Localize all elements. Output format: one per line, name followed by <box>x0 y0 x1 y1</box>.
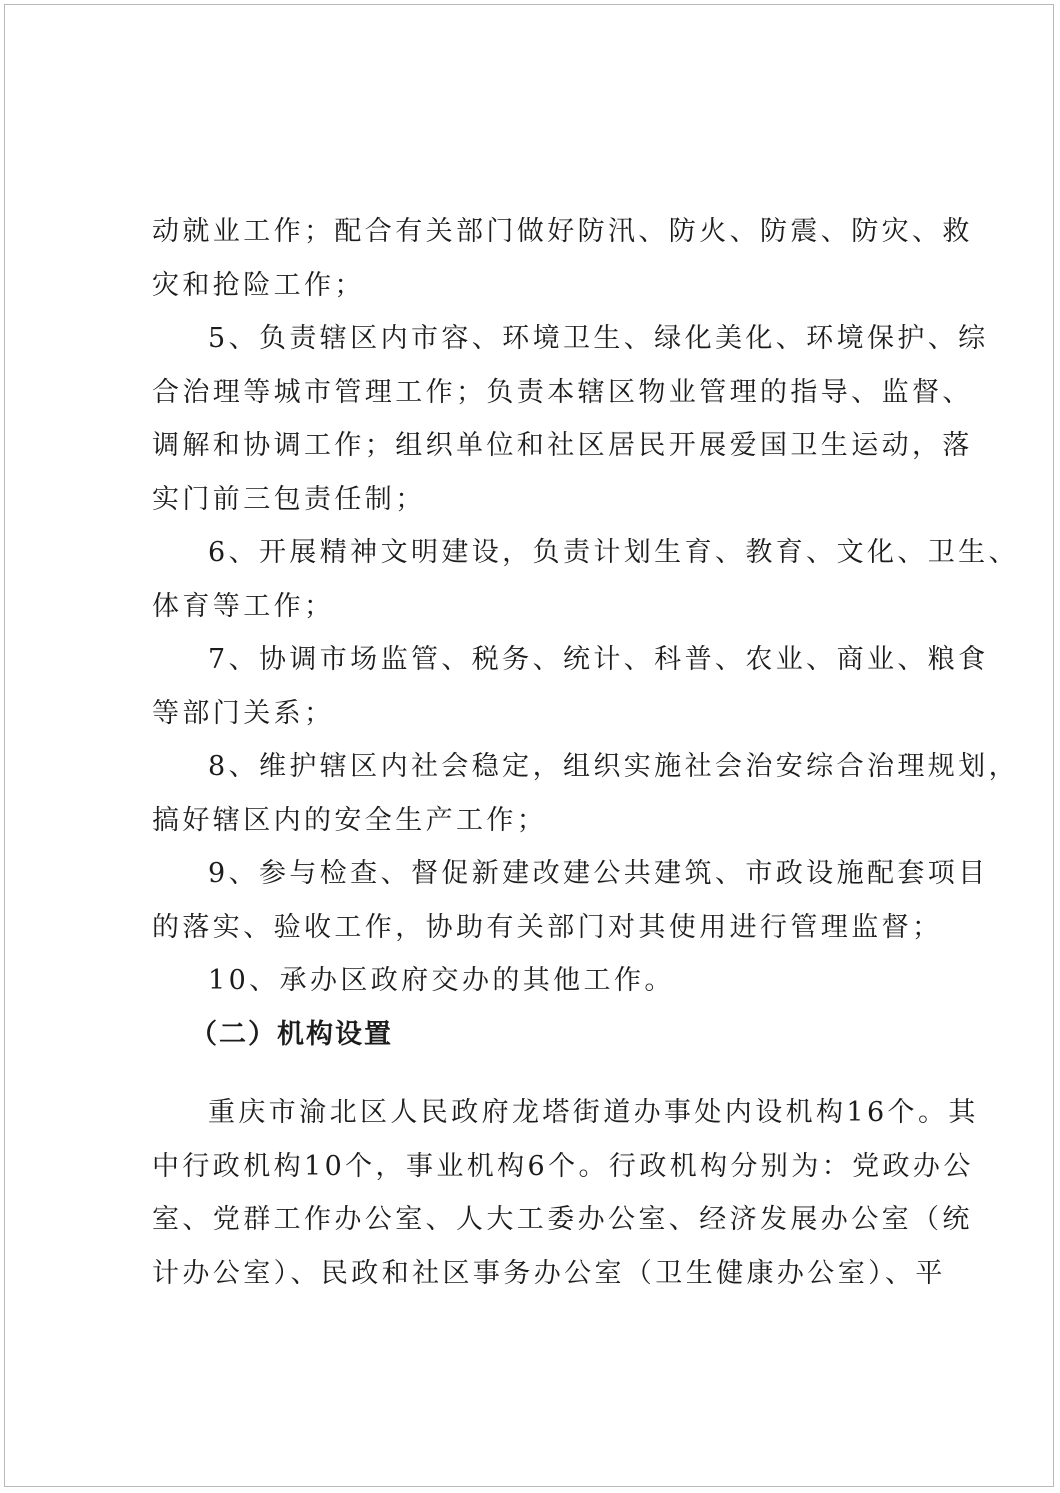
text-line: 动就业工作；配合有关部门做好防汛、防火、防震、防灾、救 <box>152 216 973 247</box>
list-item-8: 8、维护辖区内社会稳定，组织实施社会治安综合治理规划， <box>208 751 1019 782</box>
document-body <box>152 205 1019 1300</box>
list-item-10: 10、承办区政府交办的其他工作。 <box>208 965 675 996</box>
text-line: 体育等工作； <box>152 590 335 622</box>
list-item-7: 7、协调市场监管、税务、统计、科普、农业、商业、粮食 <box>208 644 989 675</box>
list-item-9: 9、参与检查、督促新建改建公共建筑、市政设施配套项目 <box>208 858 989 889</box>
text-line: 等部门关系； <box>152 697 335 729</box>
section-heading: （二）机构设置 <box>190 1018 393 1050</box>
paragraph-start: 重庆市渝北区人民政府龙塔街道办事处内设机构16个。其 <box>208 1097 979 1128</box>
text-line: 实门前三包责任制； <box>152 483 426 515</box>
text-line: 搞好辖区内的安全生产工作； <box>152 804 548 836</box>
text-line: 计办公室）、民政和社区事务办公室（卫生健康办公室）、平 <box>152 1257 946 1289</box>
list-item-5: 5、负责辖区内市容、环境卫生、绿化美化、环境保护、综 <box>208 323 989 354</box>
text-line: 合治理等城市管理工作；负责本辖区物业管理的指导、监督、 <box>152 376 973 408</box>
list-item-6: 6、开展精神文明建设，负责计划生育、教育、文化、卫生、 <box>208 537 1019 568</box>
text-line: 室、党群工作办公室、人大工委办公室、经济发展办公室（统 <box>152 1204 973 1235</box>
text-line: 的落实、验收工作，协助有关部门对其使用进行管理监督； <box>152 911 943 943</box>
text-line: 中行政机构10个，事业机构6个。行政机构分别为：党政办公 <box>152 1150 974 1182</box>
text-line: 灾和抢险工作； <box>152 269 365 301</box>
text-line: 调解和协调工作；组织单位和社区居民开展爱国卫生运动，落 <box>152 430 973 461</box>
document-page <box>4 4 1054 1487</box>
